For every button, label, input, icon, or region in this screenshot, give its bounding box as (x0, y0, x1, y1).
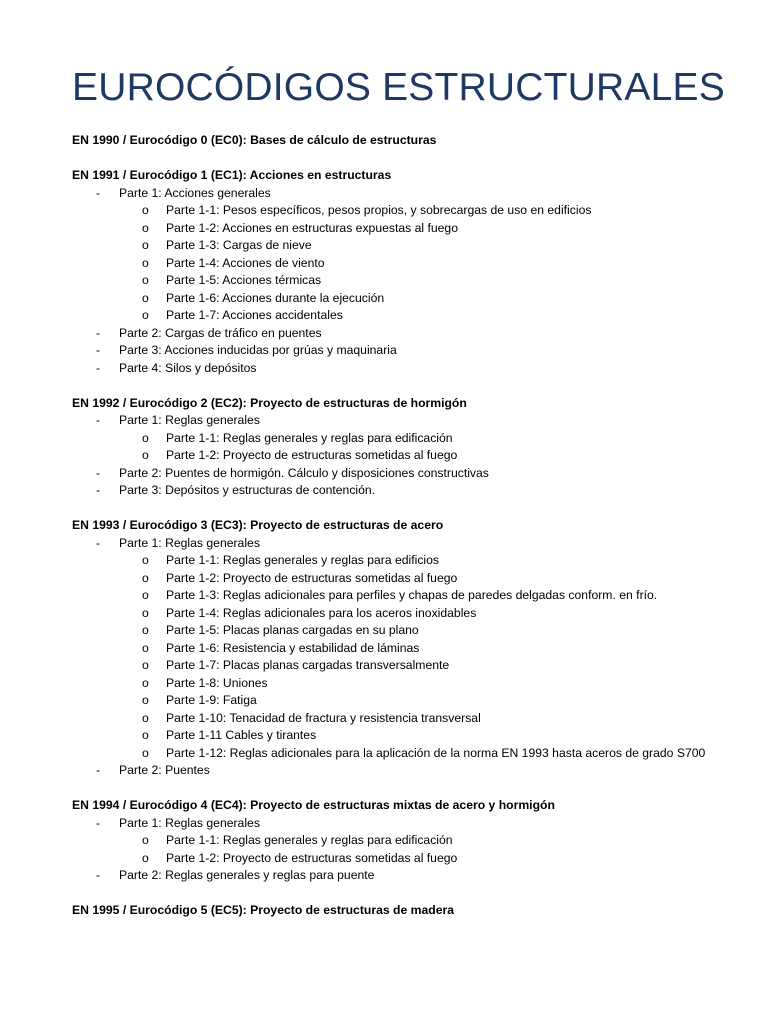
subpart-label: Parte 1-1: Reglas generales y reglas para edificación (166, 430, 453, 445)
part-label: Parte 1: Reglas generales (119, 535, 260, 550)
subpart-label: Parte 1-2: Proyecto de estructuras sometidas al fuego (166, 570, 458, 585)
dash-bullet: - (96, 343, 101, 357)
part-item (72, 465, 712, 483)
part-item (72, 762, 712, 780)
dash-bullet: - (96, 868, 101, 882)
subpart-label: Parte 1-4: Reglas adicionales para los aceros inoxidables (166, 605, 477, 620)
dash-bullet: - (96, 185, 101, 200)
circle-bullet: o (142, 570, 149, 585)
part-item (72, 342, 712, 360)
circle-bullet: o (142, 605, 149, 620)
subpart-item (72, 710, 712, 728)
subpart-label: Parte 1-7: Acciones accidentales (166, 308, 343, 322)
circle-bullet: o (142, 553, 149, 567)
dash-bullet: - (96, 413, 101, 427)
part-label: Parte 1: Acciones generales (119, 185, 271, 200)
section-heading: EN 1995 / Eurocódigo 5 (EC5): Proyecto de estructuras de madera (72, 903, 454, 917)
subpart-label: Parte 1-1: Pesos específicos, pesos propios, y sobrecargas de uso en edificios (166, 203, 592, 217)
subpart-item (72, 570, 712, 588)
dash-bullet: - (96, 360, 101, 375)
subpart-label: Parte 1-6: Acciones durante la ejecución (166, 290, 385, 305)
section-heading: EN 1990 / Eurocódigo 0 (EC0): Bases de cálculo de estructuras (72, 133, 437, 147)
part-item (72, 482, 712, 500)
circle-bullet: o (142, 430, 149, 445)
eurocode-section (72, 167, 712, 377)
subpart-label: Parte 1-1: Reglas generales y reglas para edificios (166, 553, 440, 567)
subpart-label: Parte 1-12: Reglas adicionales para la aplicación de la norma EN 1993 hasta aceros de grado S700 (166, 745, 706, 760)
subpart-item (72, 220, 712, 238)
eurocode-section (72, 517, 712, 780)
circle-bullet: o (142, 203, 149, 217)
part-label: Parte 4: Silos y depósitos (119, 360, 257, 375)
subpart-item (72, 272, 712, 290)
subpart-item (72, 657, 712, 675)
circle-bullet: o (142, 308, 149, 322)
circle-bullet: o (142, 693, 149, 707)
subpart-item (72, 640, 712, 658)
subpart-item (72, 675, 712, 693)
circle-bullet: o (142, 255, 149, 270)
dash-bullet: - (96, 483, 101, 497)
subpart-label: Parte 1-3: Reglas adicionales para perfiles y chapas de paredes delgadas conform. en frío. (166, 588, 658, 602)
subpart-label: Parte 1-11 Cables y tirantes (166, 728, 317, 742)
subpart-label: Parte 1-4: Acciones de viento (166, 255, 325, 270)
part-label: Parte 3: Depósitos y estructuras de contención. (119, 483, 376, 497)
circle-bullet: o (142, 273, 149, 287)
circle-bullet: o (142, 710, 149, 725)
part-label: Parte 2: Reglas generales y reglas para puente (119, 868, 375, 882)
circle-bullet: o (142, 833, 149, 847)
eurocode-section (72, 132, 712, 150)
subpart-item (72, 745, 712, 763)
section-heading: EN 1992 / Eurocódigo 2 (EC2): Proyecto de estructuras de hormigón (72, 395, 467, 410)
section-heading: EN 1991 / Eurocódigo 1 (EC1): Acciones en estructuras (72, 168, 392, 182)
circle-bullet: o (142, 640, 149, 655)
circle-bullet: o (142, 745, 149, 760)
part-label: Parte 2: Puentes de hormigón. Cálculo y disposiciones constructivas (119, 465, 489, 480)
circle-bullet: o (142, 448, 149, 462)
circle-bullet: o (142, 290, 149, 305)
subpart-label: Parte 1-5: Acciones térmicas (166, 273, 322, 287)
part-label: Parte 1: Reglas generales (119, 815, 260, 830)
circle-bullet: o (142, 675, 149, 690)
subpart-label: Parte 1-10: Tenacidad de fractura y resistencia transversal (166, 710, 481, 725)
part-item (72, 535, 712, 553)
eurocode-section (72, 395, 712, 500)
part-item (72, 325, 712, 343)
dash-bullet: - (96, 763, 101, 777)
circle-bullet: o (142, 728, 149, 742)
document-title: EUROCÓDIGOS ESTRUCTURALES (72, 66, 725, 109)
circle-bullet: o (142, 220, 149, 235)
part-item (72, 412, 712, 430)
subpart-item (72, 622, 712, 640)
subpart-item (72, 832, 712, 850)
eurocode-section (72, 797, 712, 885)
subpart-label: Parte 1-3: Cargas de nieve (166, 238, 312, 252)
subpart-item (72, 552, 712, 570)
dash-bullet: - (96, 325, 101, 340)
subpart-item (72, 290, 712, 308)
circle-bullet: o (142, 588, 149, 602)
circle-bullet: o (142, 238, 149, 252)
subpart-label: Parte 1-5: Placas planas cargadas en su plano (166, 623, 419, 637)
part-label: Parte 2: Puentes (119, 763, 210, 777)
part-item (72, 867, 712, 885)
subpart-item (72, 727, 712, 745)
part-item (72, 360, 712, 378)
subpart-label: Parte 1-7: Placas planas cargadas transversalmente (166, 658, 450, 672)
subpart-label: Parte 1-2: Acciones en estructuras expuestas al fuego (166, 220, 458, 235)
subpart-label: Parte 1-9: Fatiga (166, 693, 257, 707)
subpart-item (72, 307, 712, 325)
subpart-label: Parte 1-2: Proyecto de estructuras sometidas al fuego (166, 850, 458, 865)
subpart-item (72, 430, 712, 448)
part-label: Parte 3: Acciones inducidas por grúas y maquinaria (119, 343, 397, 357)
subpart-item (72, 692, 712, 710)
circle-bullet: o (142, 850, 149, 865)
subpart-label: Parte 1-1: Reglas generales y reglas para edificación (166, 833, 453, 847)
subpart-item (72, 605, 712, 623)
part-item (72, 815, 712, 833)
subpart-label: Parte 1-6: Resistencia y estabilidad de láminas (166, 640, 420, 655)
subpart-item (72, 447, 712, 465)
circle-bullet: o (142, 658, 149, 672)
section-heading: EN 1993 / Eurocódigo 3 (EC3): Proyecto de estructuras de acero (72, 518, 444, 532)
subpart-item (72, 587, 712, 605)
subpart-label: Parte 1-2: Proyecto de estructuras sometidas al fuego (166, 448, 458, 462)
subpart-item (72, 202, 712, 220)
subpart-label: Parte 1-8: Uniones (166, 675, 268, 690)
subpart-item (72, 850, 712, 868)
dash-bullet: - (96, 465, 101, 480)
subpart-item (72, 255, 712, 273)
subpart-item (72, 237, 712, 255)
section-heading: EN 1994 / Eurocódigo 4 (EC4): Proyecto de estructuras mixtas de acero y hormigón (72, 798, 555, 812)
dash-bullet: - (96, 535, 101, 550)
circle-bullet: o (142, 623, 149, 637)
part-label: Parte 2: Cargas de tráfico en puentes (119, 325, 322, 340)
eurocode-list (72, 132, 712, 937)
part-label: Parte 1: Reglas generales (119, 413, 260, 427)
dash-bullet: - (96, 815, 101, 830)
part-item (72, 185, 712, 203)
eurocode-section (72, 902, 712, 920)
